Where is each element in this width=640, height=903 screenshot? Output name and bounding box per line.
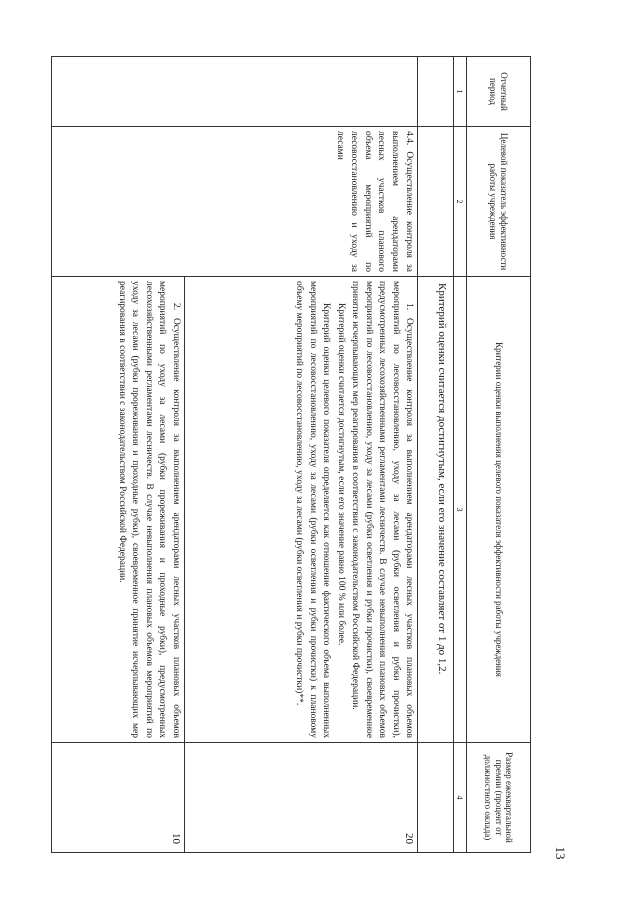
criterion-2-text: 2. Осуществление контроля за выполнением арендаторами лесных участков плановых объемов мероприятий по уходу за лесами (рубки прореживания и проходные рубки), предусмотренных лесохозяйственными регламентами лесничеств. В случае невыполнения плановых объемов мероприятий по уходу за лесами (рубки прореживания и проходные рубки), своевременное принятие исчерпывающих мер реагирования в соответствии с законодательством Российской Федерации. [116, 281, 181, 738]
header-row [467, 57, 531, 853]
empty-cell [418, 57, 454, 127]
criteria-table [51, 56, 531, 853]
criterion-2-cell [52, 277, 185, 743]
bonus-2-cell: 10 [52, 743, 185, 853]
period-cell [52, 57, 418, 127]
column-number-row [454, 57, 467, 853]
criterion-1-cell [184, 277, 417, 743]
header-bonus: Размер ежеквартальной премии (процент от должностного оклада) [467, 743, 531, 853]
lead-row [418, 57, 454, 853]
column-number: 1 [454, 57, 467, 127]
page-number: 13 [553, 846, 568, 860]
header-criteria: Критерии оценки выполнения целевого показателя эффективности работы учреждения [467, 277, 531, 743]
column-number: 2 [454, 127, 467, 277]
header-indicator: Целевой показатель эффективности работы учреждения [467, 127, 531, 277]
criterion-row-1 [184, 57, 417, 853]
column-number: 3 [454, 277, 467, 743]
header-period: Отчетный период [467, 57, 531, 127]
rotated-table-sheet [51, 56, 531, 852]
indicator-cell: 4.4. Осуществление контроля за выполнением арендаторами лесных участков планового объема мероприятий по лесовосстановлению и уходу за лесами [52, 127, 418, 277]
criterion-1-method: Критерий оценки целевого показателя определяется как отношение фактического объема выполненных мероприятий по лесовосстановлению, уходу за лесами (рубки осветления и рубки прочистки) к плановому объему мероприятий по лесовосстановлению, уходу за лесами (рубки осветления и рубки прочистки)**. [294, 281, 332, 738]
criterion-1-text: 1. Осуществление контроля за выполнением арендаторами лесных участков плановых объемов мероприятий по лесовосстановлению, уходу за лесами (рубки осветления и рубки прочистки), предусмотренных лесохозяйственными регламентами лесничеств. В случае невыполнения плановых объемов мероприятий по лесовосстановлению, уходу за лесами (рубки осветления и рубки прочистки), своевременное принятие исчерпывающих мер реагирования в соответствии с законодательством Российской Федерации. [350, 281, 414, 738]
criterion-1-note: Критерий оценки считается достигнутым, если его значение равно 100 % или более. [335, 303, 346, 646]
lead-criterion-text: Критерий оценки считается достигнутым, если его значение составляет от 1 до 1,2. [418, 277, 454, 743]
empty-cell [418, 127, 454, 277]
empty-cell [418, 743, 454, 853]
bonus-1-cell: 20 [184, 743, 417, 853]
column-number: 4 [454, 743, 467, 853]
